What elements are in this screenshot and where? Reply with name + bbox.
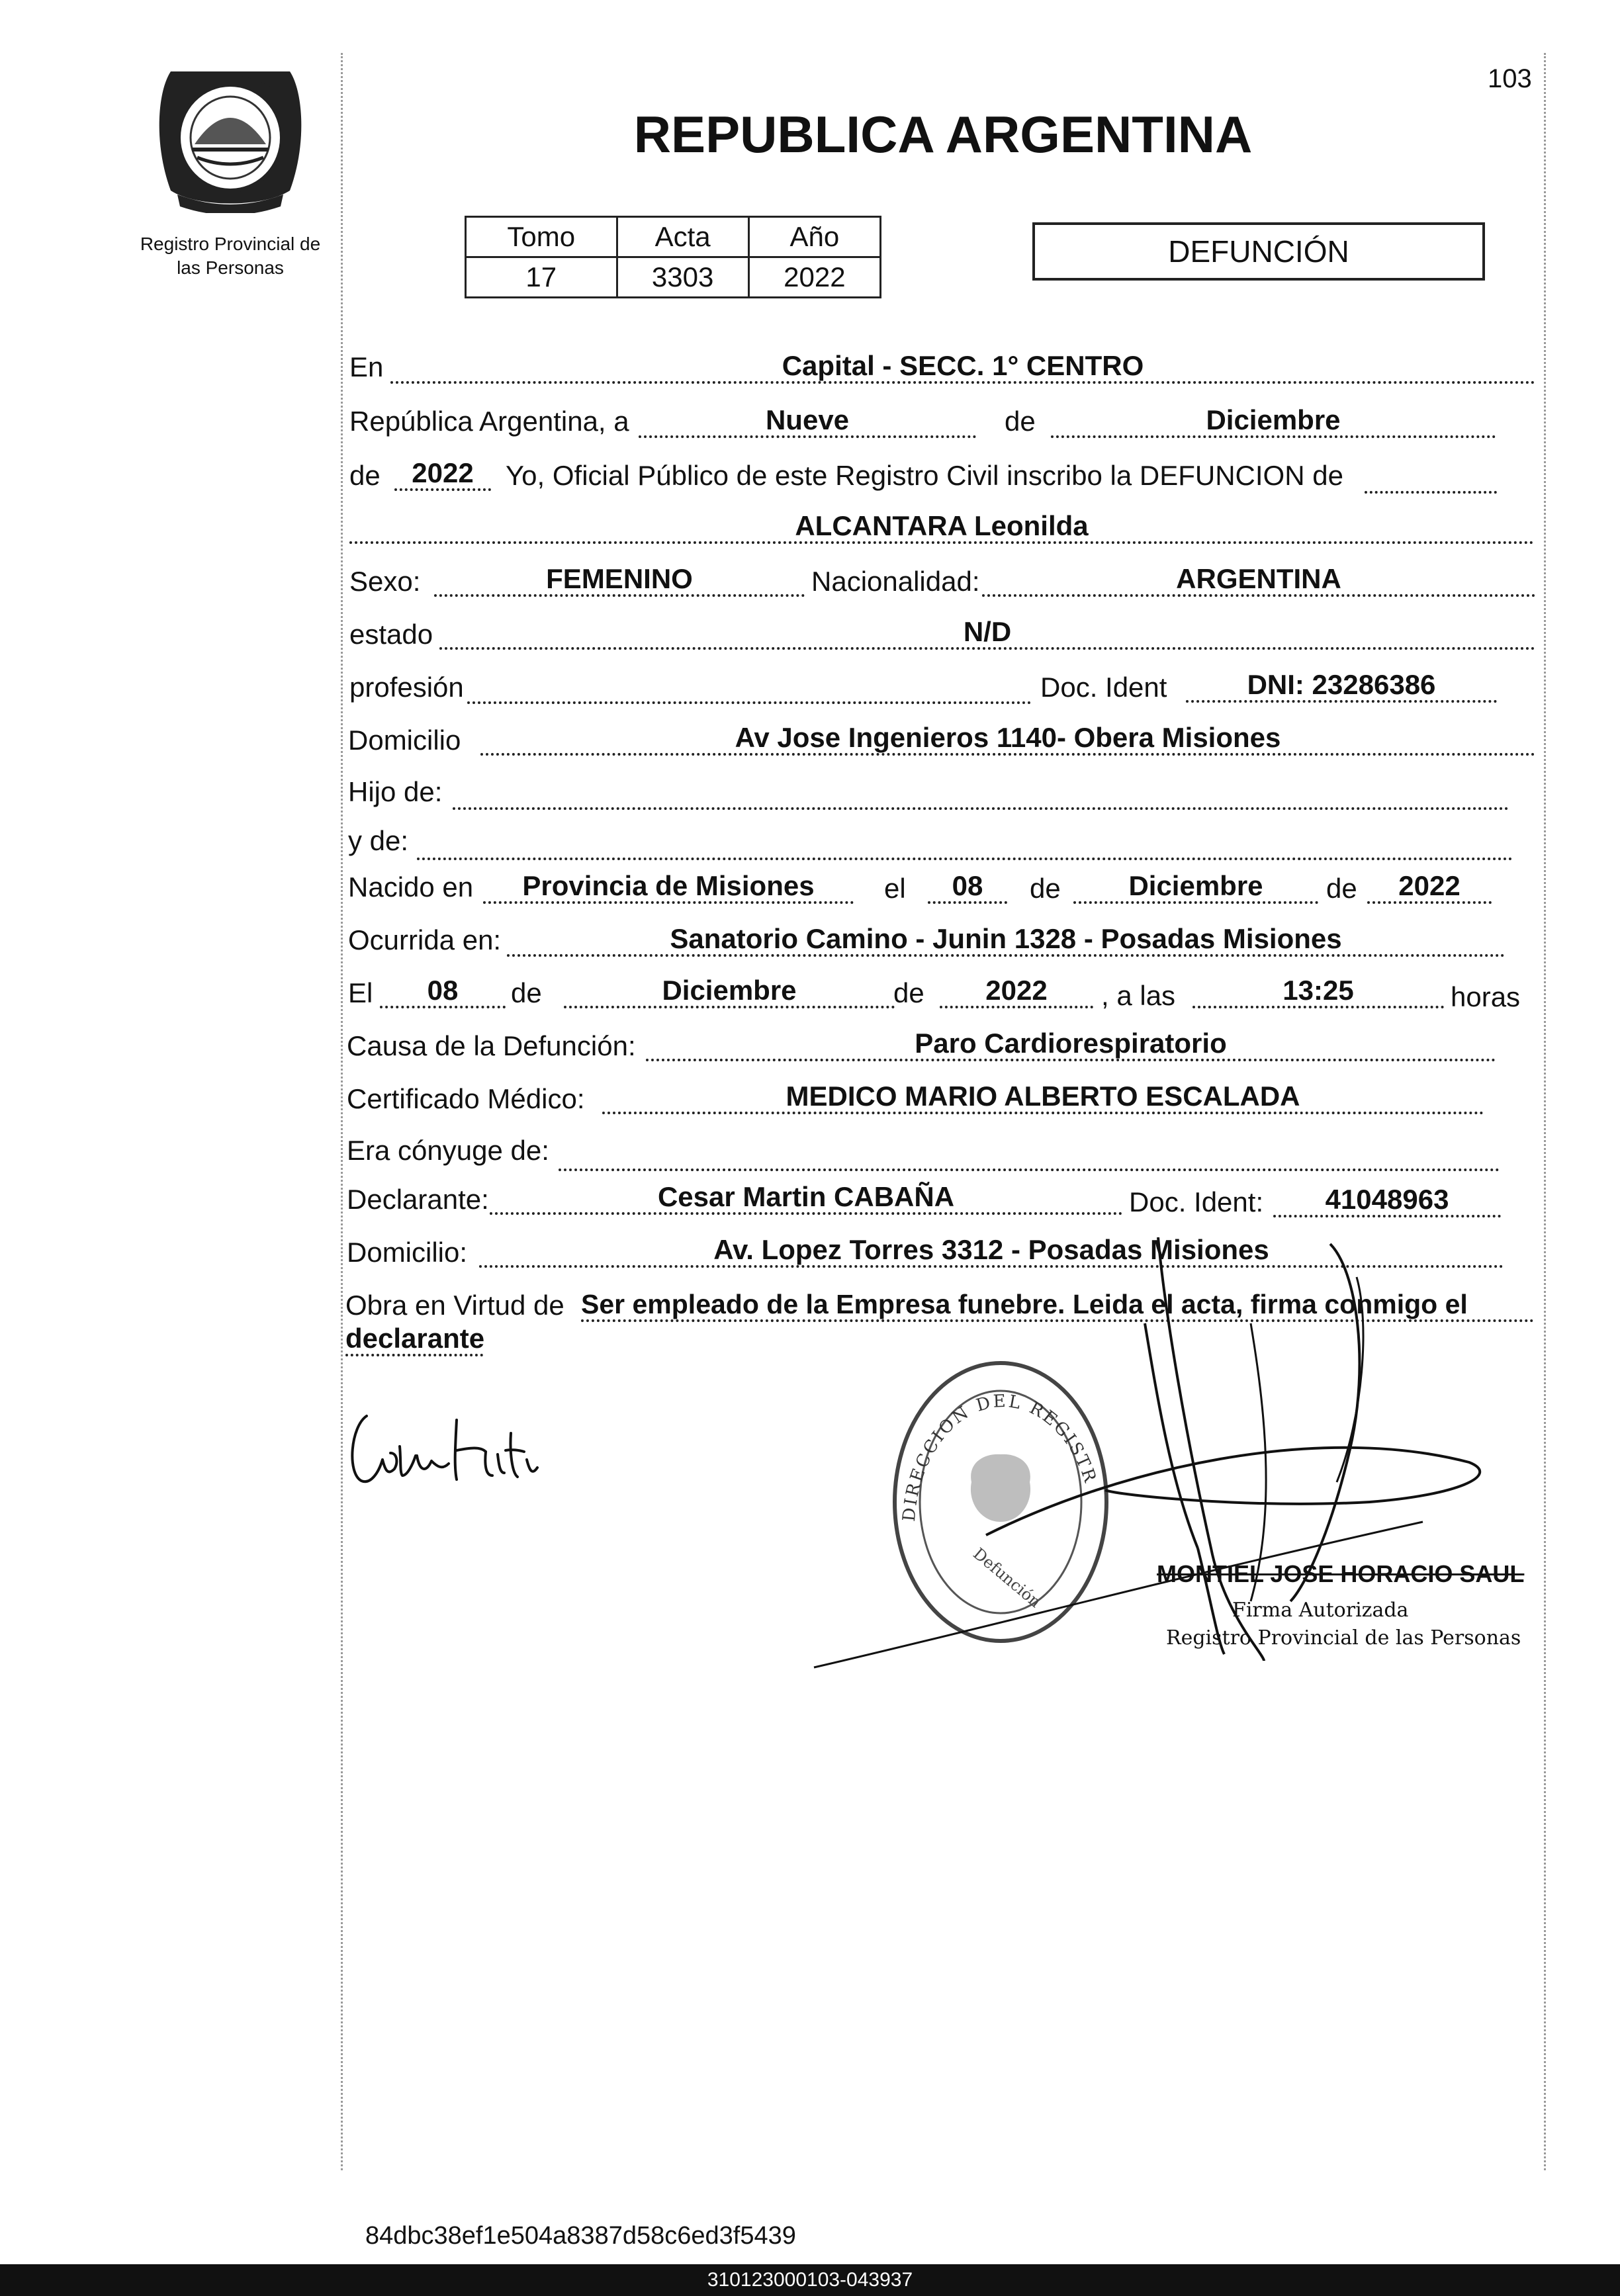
- declarante-value: Cesar Martin CABAÑA: [490, 1182, 1122, 1215]
- nacido-de-label: de: [1030, 873, 1061, 904]
- anio-trailing-line: [1365, 461, 1497, 494]
- footer-code: 310123000103-043937: [0, 2264, 1620, 2296]
- y-de-value: [417, 827, 1513, 860]
- official-role: Firma Autorizada: [1232, 1599, 1409, 1622]
- y-de-label: y de:: [348, 825, 409, 856]
- fecha-def-alas-label: , a las: [1101, 980, 1176, 1011]
- causa-label: Causa de la Defunción:: [347, 1030, 636, 1061]
- estado-label: estado: [349, 619, 433, 650]
- fecha-label: República Argentina, a: [349, 406, 629, 437]
- en-label: En: [349, 351, 384, 382]
- nacido-el-label: el: [884, 873, 906, 904]
- doc-ident-value: DNI: 23286386: [1186, 670, 1497, 703]
- declarante-doc-value: 41048963: [1273, 1184, 1501, 1217]
- fecha-def-mes: Diciembre: [564, 975, 895, 1008]
- estado-value: N/D: [439, 617, 1535, 650]
- profesion-value: [467, 671, 1031, 704]
- sexo-label: Sexo:: [349, 566, 421, 597]
- domicilio-label: Domicilio: [348, 725, 461, 756]
- domicilio-declarante-label: Domicilio:: [347, 1237, 468, 1268]
- registry-name-line1: Registro Provincial de: [140, 234, 321, 254]
- fecha-def-label: El: [348, 977, 373, 1008]
- emblem-graphic: [151, 65, 310, 213]
- nacionalidad-value: ARGENTINA: [982, 564, 1535, 597]
- anio-header: Año: [748, 217, 880, 257]
- sexo-value: FEMENINO: [434, 564, 805, 597]
- fecha-def-dia: 08: [380, 975, 506, 1008]
- nacionalidad-label: Nacionalidad:: [811, 566, 980, 597]
- nacido-de2-label: de: [1326, 873, 1357, 904]
- doc-ident-label: Doc. Ident: [1040, 672, 1167, 703]
- official-signature-graphic: [788, 1231, 1549, 1734]
- hijo-de-value: [453, 777, 1509, 810]
- fecha-def-horas-label: horas: [1451, 981, 1521, 1012]
- fecha-def-de2-label: de: [893, 977, 924, 1008]
- anio-de-label: de: [349, 460, 381, 491]
- en-value: Capital - SECC. 1° CENTRO: [390, 351, 1535, 384]
- ocurrida-value: Sanatorio Camino - Junin 1328 - Posadas Misiones: [507, 924, 1505, 957]
- causa-value: Paro Cardiorespiratorio: [646, 1028, 1496, 1061]
- nacido-mes: Diciembre: [1073, 871, 1318, 904]
- conyuge-value: [559, 1138, 1500, 1171]
- declarante-doc-label: Doc. Ident:: [1129, 1186, 1264, 1217]
- province-emblem: [151, 65, 310, 213]
- fecha-def-de-label: de: [511, 977, 542, 1008]
- domicilio-declarante-value: Av. Lopez Torres 3312 - Posadas Misiones: [479, 1235, 1504, 1268]
- domicilio-value: Av Jose Ingenieros 1140- Obera Misiones: [480, 723, 1535, 756]
- page-number: 103: [1488, 64, 1532, 93]
- document-type-box: DEFUNCIÓN: [1032, 222, 1485, 281]
- fecha-mes: Diciembre: [1051, 405, 1496, 438]
- conyuge-label: Era cónyuge de:: [347, 1135, 549, 1166]
- nacido-dia: 08: [928, 871, 1007, 904]
- obra-value-line2: declarante: [345, 1323, 483, 1356]
- fecha-de-label: de: [1005, 406, 1036, 437]
- nacido-anio: 2022: [1367, 871, 1492, 904]
- document-title: REPUBLICA ARGENTINA: [633, 105, 1253, 163]
- obra-label: Obra en Virtud de: [345, 1290, 564, 1321]
- certificado-value: MEDICO MARIO ALBERTO ESCALADA: [602, 1081, 1484, 1114]
- hijo-de-label: Hijo de:: [348, 776, 443, 807]
- official-name: MONTIEL JOSE HORACIO SAUL: [1157, 1560, 1525, 1587]
- certificado-label: Certificado Médico:: [347, 1083, 585, 1114]
- declarante-label: Declarante:: [347, 1184, 489, 1215]
- registry-name-line2: las Personas: [177, 257, 284, 278]
- deceased-name: ALCANTARA Leonilda: [349, 511, 1534, 544]
- declarant-signature-graphic: [344, 1407, 543, 1493]
- anio-value: 2022: [748, 257, 880, 298]
- ocurrida-label: Ocurrida en:: [348, 924, 502, 955]
- nacido-lugar: Provincia de Misiones: [483, 871, 854, 904]
- tomo-value: 17: [466, 257, 617, 298]
- fecha-dia: Nueve: [639, 405, 976, 438]
- official-institution: Registro Provincial de las Personas: [1166, 1626, 1521, 1650]
- seal-text: DIRECCION DEL REGISTR: [899, 1391, 1101, 1523]
- tomo-header: Tomo: [466, 217, 617, 257]
- official-signature: [788, 1231, 1549, 1734]
- anio-text: Yo, Oficial Público de este Registro Civil inscribo la DEFUNCION de: [506, 460, 1343, 491]
- acta-value: 3303: [617, 257, 748, 298]
- obra-value-line1: Ser empleado de la Empresa funebre. Leida el acta, firma conmigo el: [581, 1289, 1534, 1322]
- register-table: [465, 216, 881, 298]
- anio-value: 2022: [394, 458, 491, 491]
- profesion-label: profesión: [349, 672, 464, 703]
- fecha-def-anio: 2022: [940, 975, 1093, 1008]
- document-hash: 84dbc38ef1e504a8387d58c6ed3f5439: [365, 2222, 796, 2250]
- acta-header: Acta: [617, 217, 748, 257]
- seal-inner-text: Defunción: [969, 1544, 1045, 1612]
- declarant-signature: [344, 1407, 543, 1493]
- left-margin-line: [341, 53, 343, 2170]
- right-margin-line: [1544, 53, 1546, 2170]
- fecha-def-hora: 13:25: [1192, 975, 1444, 1008]
- nacido-label: Nacido en: [348, 871, 474, 903]
